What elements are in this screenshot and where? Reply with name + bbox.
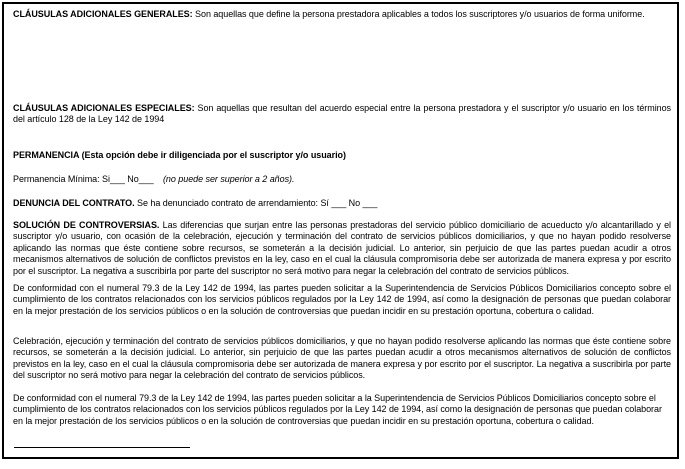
permanencia-heading: PERMANENCIA (Esta opción debe ir diligenciada por el suscriptor y/o usuario) bbox=[13, 150, 346, 160]
section-clausulas-especiales bbox=[13, 103, 671, 126]
permanencia-minima-line bbox=[13, 174, 671, 185]
solucion-controversias-body: Las diferencias que surjan entre las personas prestadoras del servicio público domiciliario de acueducto y/o alcantarillado y el suscriptor y/o usuario, con ocasión de la celebración, ejecución y terminación del contrato de servicios públicos domiciliarios, y que no hayan podido resolverse aplicando las normas que éste contiene sobre recursos, se someterán a la decisión judicial. Lo anterior, sin perjuicio de que las partes puedan acudir a otros mecanismos alternativos de solución de conflictos previstos en la ley, caso en el cual la cláusula compromisoria debe ser autorizada de manera expresa y por escrito por el suscriptor. La negativa a suscribirla por parte del suscriptor no será motivo para negar la celebración del contrato de servicios públicos. bbox=[13, 220, 671, 276]
denuncia-contrato-line bbox=[13, 198, 671, 209]
clausulas-generales-body: Son aquellas que define la persona prestadora aplicables a todos los suscriptores y/o usuarios de forma uniforme. bbox=[195, 9, 645, 19]
signature-line bbox=[14, 447, 190, 448]
section-solucion-controversias bbox=[13, 220, 671, 277]
denuncia-contrato-heading: DENUNCIA DEL CONTRATO. bbox=[13, 198, 135, 208]
paragraph-conformidad-2: De conformidad con el numeral 79.3 de la Ley 142 de 1994, las partes pueden solicitar a la Superintendencia de Servicios Públicos Domiciliarios concepto sobre el cumplimiento de los contratos relacionados con los servicios públicos regulados por la Ley 142 de 1994, así como la designación de personas que puedan colaborar en la mejor prestación de los servicios públicos o en la solución de controversias que puedan incidir en su prestación oportuna, cobertura o calidad. bbox=[13, 393, 662, 426]
solucion-controversias-heading: SOLUCIÓN DE CONTROVERSIAS. bbox=[13, 220, 160, 230]
permanencia-minima-note: (no puede ser superior a 2 años). bbox=[162, 174, 295, 184]
paragraph-conformidad-1: De conformidad con el numeral 79.3 de la Ley 142 de 1994, las partes pueden solicitar a la Superintendencia de Servicios Públicos Domiciliarios concepto sobre el cumplimiento de los contratos relacionados con los servicios públicos regulados por la Ley 142 de 1994, así como la designación de personas que puedan colaborar en la mejor prestación de los servicios públicos o en la solución de controversias que puedan incidir en su prestación oportuna, cobertura o calidad. bbox=[13, 283, 671, 316]
clausulas-especiales-body: Son aquellas que resultan del acuerdo especial entre la persona prestadora y el suscriptor y/o usuario en los términos del artículo 128 de la Ley 142 de 1994 bbox=[13, 103, 672, 125]
paragraph-celebracion: Celebración, ejecución y terminación del contrato de servicios públicos domiciliarios, y que no hayan podido resolverse aplicando las normas que éste contiene sobre recursos, se someterán a la decisión judicial. Lo anterior, sin perjuicio de que las partes puedan acudir a otros mecanismos alternativos de solución de conflictos previstos en la ley, caso en el cual la cláusula compromisoria debe ser autorizada de manera expresa y por escrito por el suscriptor. La negativa a suscribirla por parte del suscriptor no será motivo para negar la celebración del contrato de servicios públicos. bbox=[13, 336, 671, 381]
clausulas-generales-heading: CLÁUSULAS ADICIONALES GENERALES: bbox=[13, 9, 193, 19]
denuncia-contrato-blanks: Se ha denunciado contrato de arrendamiento: Sí ___ No ___ bbox=[137, 198, 378, 208]
permanencia-minima-blanks: Permanencia Mínima: Si___ No___ bbox=[13, 174, 154, 184]
section-clausulas-generales bbox=[13, 9, 671, 20]
clausulas-especiales-heading: CLÁUSULAS ADICIONALES ESPECIALES: bbox=[13, 103, 195, 113]
